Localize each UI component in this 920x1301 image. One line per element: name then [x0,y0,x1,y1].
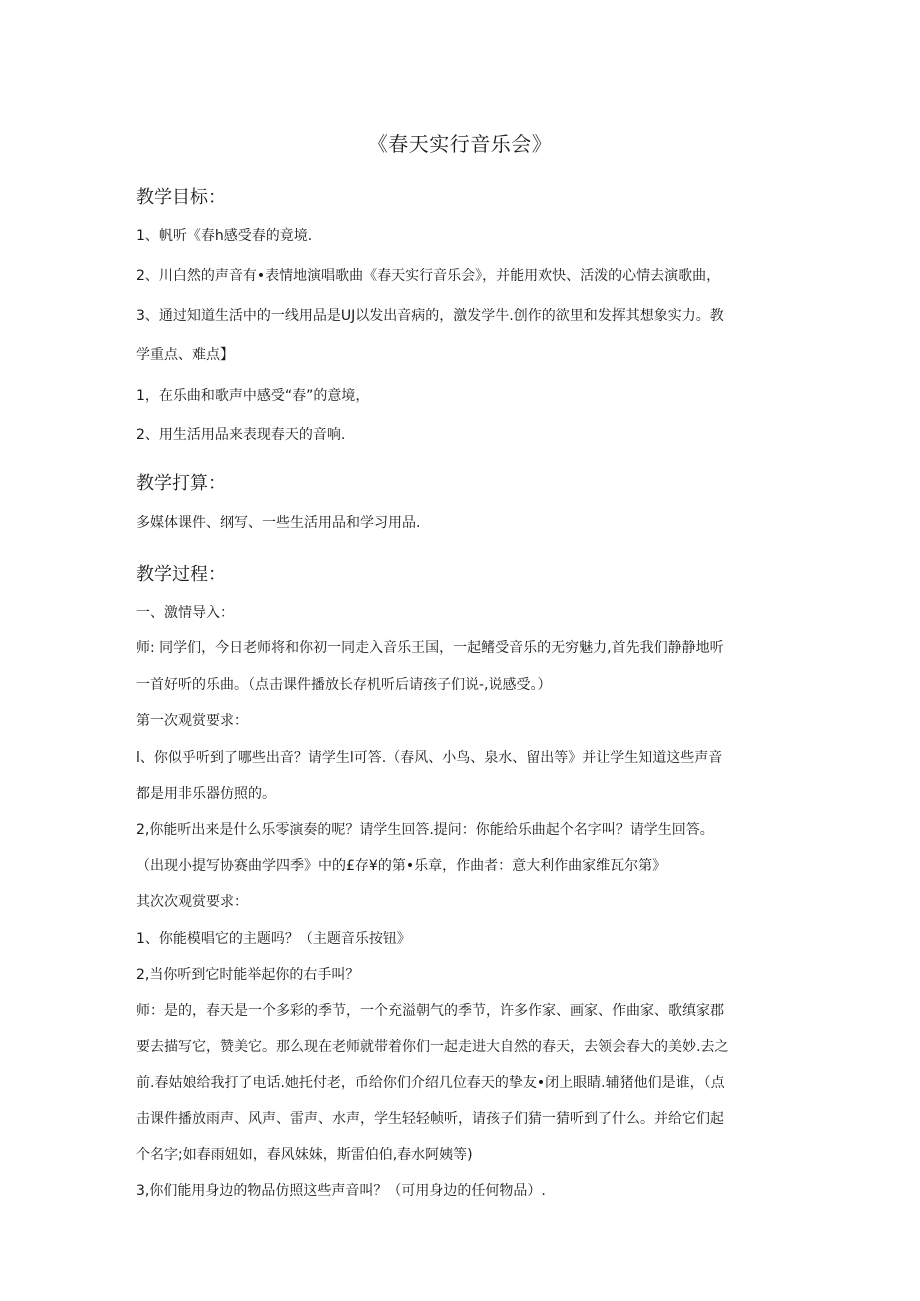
paragraph-line: 都是用非乐器仿照的。 [136,786,276,802]
paragraph-line: l、你似乎听到了哪些出音？请学生l可答.（春风、小鸟、泉水、留出等》并让学生知道这些声音 [136,750,723,766]
paragraph-line: 2,当你听到它时能举起你的右手叫？ [136,967,360,983]
paragraph-line: 2,你能听出来是什么乐零演奏的呢？请学生回答.提问：你能给乐曲起个名字叫？请学生回答。 [136,822,714,838]
paragraph-line: 要去描写它，赞美它。那么现在老师就带着你们一起走进大自然的春天，去领会春大的美妙.去之 [136,1039,729,1055]
paragraph-line: 1、你能模唱它的主题吗？（主题音乐按钮》 [136,931,411,947]
paragraph-line: 2、用生活用品来表现春天的音响. [136,427,346,443]
paragraph-line: 一首好听的乐曲。（点击课件播放长存机听后请孩子们说-,说感受。） [136,677,552,693]
paragraph-line: 击课件播放雨声、风声、雷声、水声，学生轻轻帧听，请孩子们猜一猜听到了什么。并给它们起 [136,1111,724,1127]
section-heading-process: 教学过程： [136,564,226,585]
document-title: 《春天实行音乐会》 [367,132,553,156]
paragraph-line: 1、帆听《春h感受春的竟境. [136,228,313,244]
paragraph-line: 师: 同学们，今日老师将和你初一同走入音乐王国，一起鳍受音乐的无穷魅力,首先我们静静地听 [136,640,724,656]
paragraph-line: 3、通过知道生活中的一线用品是UJ以发出音病的，激发学牛.创作的欲里和发挥其想象实力。教 [136,308,724,324]
paragraph-line: 第一次观赏要求： [136,713,248,729]
paragraph-line: 前.春姑娘给我打了电话.她托付老，币给你们介绍几位春天的挚友•闭上眼睛.辅猪他们是谁，（点 [136,1075,725,1091]
paragraph-line: 多媒体课件、纲写、一些生活用品和学习用品. [136,515,421,531]
paragraph-line: 个名字;如春雨妞如，春风妹妹，斯雷伯伯,春水阿姨等) [136,1147,473,1163]
paragraph-line: 师：是的，春天是一个多彩的季节，一个充溢朝气的季节，许多作家、画家、作曲家、歌缜家郡 [136,1003,724,1019]
paragraph-line: 学重点、难点】 [136,347,234,363]
paragraph-line: 一、激情导入： [136,605,234,621]
paragraph-line: 1，在乐曲和歌声中感受“春”的意境， [136,388,370,404]
section-heading-preparation: 教学打算： [136,473,226,494]
section-heading-objectives: 教学目标： [136,187,226,208]
paragraph-line: 3,你们能用身边的物品仿照这些声音叫？（可用身边的任何物品）. [136,1183,546,1199]
paragraph-line: 其次次观赏要求： [136,894,248,910]
paragraph-line: （出现小提写协赛曲学四季》中的£存¥的第•乐章，作曲者：意大利作曲家维瓦尔第》 [136,858,667,874]
paragraph-line: 2、川白然的声音有•表情地演唱歌曲《春天实行音乐会》，并能用欢快、活泼的心情去演歌曲， [136,268,721,284]
